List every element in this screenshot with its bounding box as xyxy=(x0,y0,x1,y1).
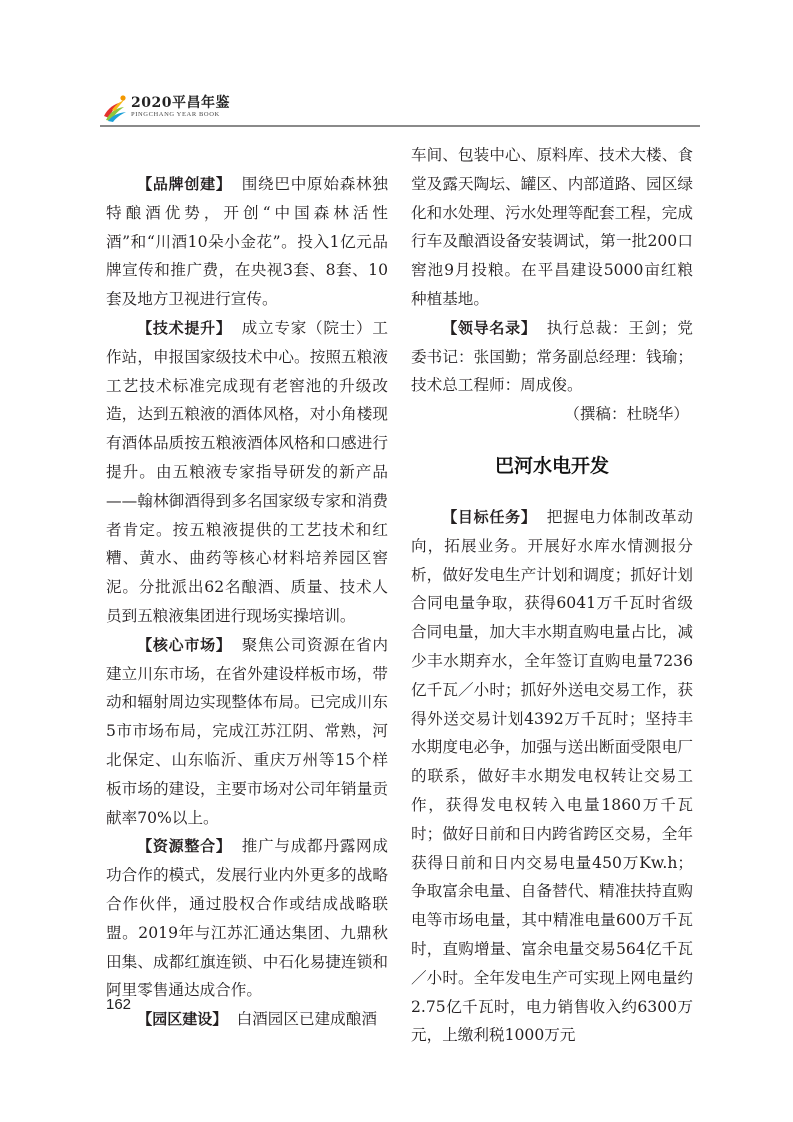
paragraph-leaders xyxy=(411,314,693,400)
section-label: 【核心市场】 xyxy=(137,635,232,654)
paragraph-tech-upgrade xyxy=(106,314,388,631)
section-title: 巴河水电开发 xyxy=(494,454,609,477)
paragraph-brand-building xyxy=(106,170,388,314)
header-divider xyxy=(100,125,700,127)
yearbook-subtitle: PINGCHANG YEAR BOOK xyxy=(131,111,220,118)
paragraph-target-tasks xyxy=(411,503,693,1050)
paragraph-text: 聚焦公司资源在省内建立川东市场，在省外建设样板市场，带动和辐射周边实现整体布局。已完成川东5市市场布局，完成江苏江阴、常熟，河北保定、山东临沂、重庆万州等15个样板市场的建设，主要市场对公司年销量贡献率70%以上。 xyxy=(106,635,388,827)
page-header xyxy=(100,92,700,128)
right-column xyxy=(411,141,693,1050)
paragraph-core-market xyxy=(106,631,388,833)
section-label: 【园区建设】 xyxy=(137,1010,228,1029)
paragraph-text: 推广与成都丹露网成功合作的模式，发展行业内外更多的战略合作伙伴，通过股权合作或结成战略联盟。2019年与江苏汇通达集团、九鼎秋田集、成都红旗连锁、中石化易捷连锁和阿里零售通达成合作。 xyxy=(106,837,388,1000)
paragraph-park-construction xyxy=(106,1005,388,1034)
page-number: 162 xyxy=(106,996,132,1013)
paragraph-text: 把握电力体制改革动向，拓展业务。开展好水库水情测报分析，做好发电生产计划和调度；抓好计划合同电量争取，获得6041万千瓦时省级合同电量，加大丰水期直购电量占比，减少丰水期弃水，全年签订直购电量7236亿千瓦／小时；抓好外送电交易工作，获得外送交易计划4392万千瓦时；坚持丰水期度电必争，加强与送出断面受限电厂的联系，做好丰水期发电权转让交易工作，获得发电权转入电量1860万千瓦时；做好日前和日内跨省跨区交易，全年获得日前和日内交易电量450万Kw.h；争取富余电量、自备替代、精准扶持直购电等市场电量，其中精准电量600万千瓦时，直购增量、富余电量交易564亿千瓦／小时。全年发电生产可实现上网电量约2.75亿千瓦时，电力销售收入约6300万元，上缴利税1000万元 xyxy=(411,507,693,1045)
section-label: 【技术提升】 xyxy=(137,318,232,337)
paragraph-text: 执行总裁：王剑；党委书记：张国勤；常务副总经理：钱瑜；技术总工程师：周成俊。 xyxy=(411,318,693,395)
paragraph-text: 围绕巴中原始森林独特酿酒优势，开创“中国森林活性酒”和“川酒10朵小金花”。投入1亿元品牌宣传和推广费，在央视3套、8套、10套及地方卫视进行宣传。 xyxy=(106,175,388,309)
left-column xyxy=(106,170,388,1034)
pingchang-yearbook-logo-icon xyxy=(102,94,128,122)
section-label: 【品牌创建】 xyxy=(137,175,232,193)
paragraph-text: 白酒园区已建成酿酒 xyxy=(236,1010,377,1029)
section-label: 【目标任务】 xyxy=(442,507,537,526)
author-byline: （撰稿：杜晓华） xyxy=(564,405,689,424)
yearbook-title: 2020平昌年鉴 xyxy=(131,95,230,111)
paragraph-park-construction-continued: 车间、包装中心、原料库、技术大楼、食堂及露天陶坛、罐区、内部道路、园区绿化和水处理、污水处理等配套工程，完成行车及酿酒设备安装调试，第一批200口窖池9月投粮。在平昌建设5000亩红粮种植基地。 xyxy=(411,146,693,308)
paragraph-text: 成立专家（院士）工作站，申报国家级技术中心。按照五粮液工艺技术标准完成现有老窖池的升级改造，达到五粮液的酒体风格，对小角楼现有酒体品质按五粮液酒体风格和口感进行提升。由五粮液专家指导研发的新产品——翰林御酒得到多名国家级专家和消费者肯定。按五粮液提供的工艺技术和红糟、黄水、曲药等核心材料培养园区窖泥。分批派出62名酿酒、质量、技术人员到五粮液集团进行现场实操培训。 xyxy=(106,318,388,625)
section-label: 【资源整合】 xyxy=(137,837,232,856)
paragraph-resource-integration xyxy=(106,832,388,1005)
section-label: 【领导名录】 xyxy=(442,318,537,337)
